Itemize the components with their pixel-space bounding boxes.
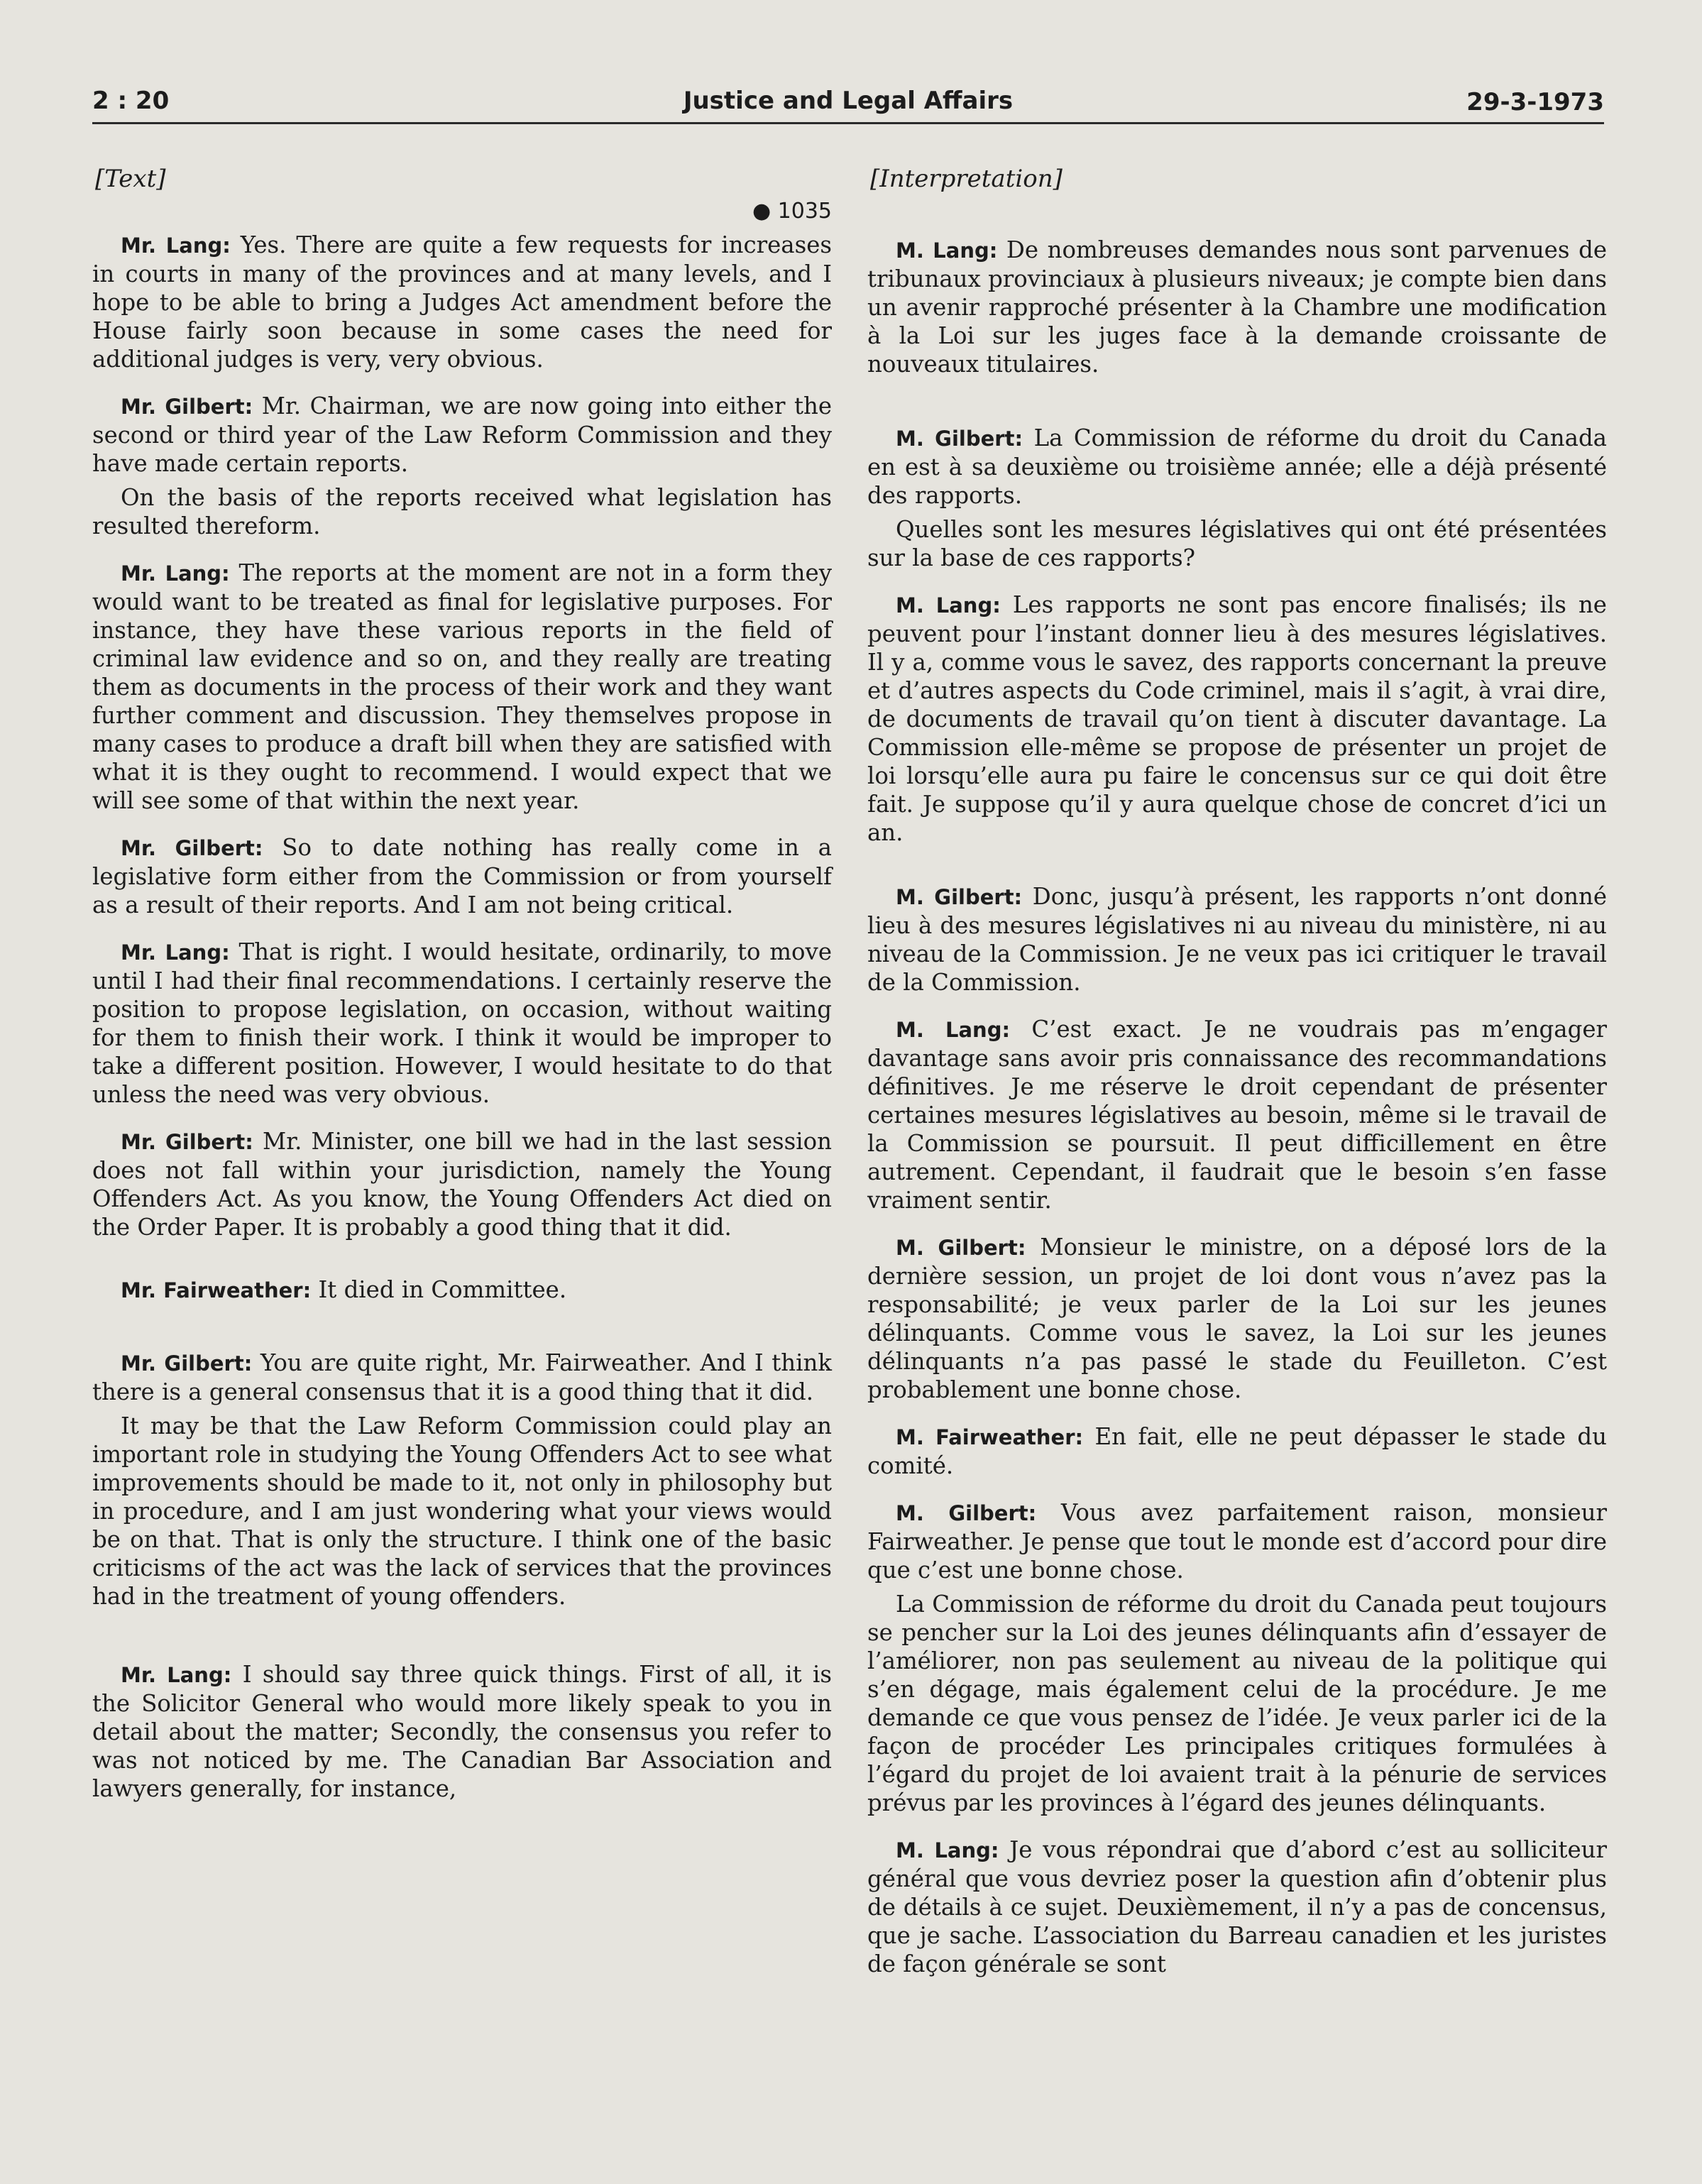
speech-text: En fait, elle ne peut dépasser le stade du comité.	[867, 1423, 1607, 1479]
paragraph	[92, 231, 832, 373]
speaker-name: M. Lang:	[896, 593, 1001, 618]
paragraph	[92, 559, 832, 815]
speech-text: Donc, jusqu’à présent, les rapports n’ont donné lieu à des mesures législatives ni au niveau du ministère, ni au niveau de la Commission. Je ne veux pas ici critiquer le travail de la Commission.	[867, 883, 1607, 996]
paragraph	[92, 1349, 832, 1406]
paragraph	[92, 1127, 832, 1241]
speaker-name: M. Lang:	[896, 238, 998, 263]
paragraph	[867, 1590, 1607, 1817]
speech-text: Monsieur le ministre, on a déposé lors de la dernière session, un projet de loi dont vous n’avez pas la responsabilité; je veux parler de la Loi sur les jeunes délinquants. Comme vous le savez, la Loi sur les jeunes délinquants n’a pas passé le stade du Feuilleton. C’est probablement une bonne chose.	[867, 1234, 1607, 1403]
speaker-name: M. Gilbert:	[896, 885, 1023, 909]
speech-text: It may be that the Law Reform Commission could play an important role in studying the Young Offenders Act to see what improvements should be made to it, not only in philosophy but in procedure, and I am just wondering what your views would be on that. That is only the structure. I think one of the basic criticisms of the act was the lack of services that the provinces had in the treatment of young offenders.	[92, 1412, 832, 1610]
paragraph	[867, 515, 1607, 572]
paragraph	[92, 1660, 832, 1803]
speaker-name: Mr. Lang:	[121, 561, 230, 586]
english-column	[92, 165, 832, 1821]
speaker-name: M. Fairweather:	[896, 1425, 1084, 1449]
paragraph	[92, 483, 832, 540]
paragraph	[867, 424, 1607, 510]
speech-text: Les rapports ne sont pas encore finalisés; ils ne peuvent pour l’instant donner lieu à des mesures législatives. Il y a, comme vous le savez, des rapports concernant la preuve et d’autres aspects du Code criminel, mais il s’agit, à vrai dire, de documents de travail qu’on tient à discuter davantage. La Commission elle-même se propose de présenter un projet de loi lorsqu’elle aura pu faire le concensus sur ce qui doit être fait. Je suppose qu’il y aura quelque chose de concret d’ici un an.	[867, 591, 1607, 846]
speaker-name: Mr. Lang:	[121, 1663, 232, 1687]
speech-text: So to date nothing has really come in a legislative form either from the Commission or from yourself as a result of their reports. And I am not being critical.	[92, 834, 832, 918]
speaker-name: M. Gilbert:	[896, 1236, 1026, 1260]
speech-text: The reports at the moment are not in a form they would want to be treated as final for legislative purposes. For instance, they have these various reports in the field of criminal law evidence and so on, and they really are treating them as documents in the process of their work and they want further comment and discussion. They themselves propose in many cases to produce a draft bill when they are satisfied with what it is they ought to recommend. I would expect that we will see some of that within the next year.	[92, 559, 832, 814]
paragraph	[867, 1422, 1607, 1480]
speaker-name: Mr. Lang:	[121, 940, 230, 965]
speech-text: Mr. Chairman, we are now going into either the second or third year of the Law Reform Commission and they have made certain reports.	[92, 393, 832, 477]
french-column	[867, 165, 1607, 1997]
paragraph	[92, 392, 832, 478]
paragraph	[92, 1275, 832, 1305]
paragraph	[867, 1015, 1607, 1214]
speaker-name: Mr. Gilbert:	[121, 1130, 253, 1154]
header-title: Justice and Legal Affairs	[683, 87, 1014, 115]
running-header	[92, 79, 1604, 124]
paragraph	[867, 591, 1607, 847]
speech-text: Je vous répondrai que d’abord c’est au solliciteur général que vous devriez poser la question afin d’obtenir plus de détails à ce sujet. Deuxièmement, il n’y a pas de concensus, que je sache. L’association du Barreau canadien et les juristes de façon générale se sont	[867, 1836, 1607, 1977]
speech-text: I should say three quick things. First of all, it is the Solicitor General who would more likely speak to you in detail about the matter; Secondly, the consensus you refer to was not noticed by me. The Canadian Bar Association and lawyers generally, for instance,	[92, 1661, 832, 1802]
speaker-name: Mr. Gilbert:	[121, 1351, 253, 1376]
speaker-name: M. Gilbert:	[896, 1501, 1037, 1525]
speech-text: La Commission de réforme du droit du Canada peut toujours se pencher sur la Loi des jeunes délinquants afin d’essayer de l’améliorer, non pas seulement au niveau de la politique qui s’en dégage, mais également celui de la procédure. Je me demande ce que vous pensez de l’idée. Je veux parler ici de la façon de procéder Les principales critiques formulées à l’égard du projet de loi avaient trait à la pénurie de services prévus par les provinces à l’égard des jeunes délinquants.	[867, 1591, 1607, 1816]
speech-text: You are quite right, Mr. Fairweather. And I think there is a general consensus that it is a good thing that it did.	[92, 1349, 832, 1405]
time-marker: ● 1035	[752, 199, 832, 224]
paragraph	[92, 938, 832, 1109]
speech-text: Vous avez parfaitement raison, monsieur Fairweather. Je pense que tout le monde est d’accord pour dire que c’est une bonne chose.	[867, 1499, 1607, 1584]
speaker-name: Mr. Fairweather:	[121, 1278, 312, 1302]
section-label-text: [Text]	[95, 165, 166, 193]
speaker-name: Mr. Gilbert:	[121, 836, 263, 860]
speaker-name: Mr. Lang:	[121, 234, 231, 258]
paragraph	[867, 1498, 1607, 1584]
paragraph	[867, 1233, 1607, 1404]
paragraph	[867, 1835, 1607, 1978]
speaker-name: M. Gilbert:	[896, 427, 1023, 451]
speech-text: Yes. There are quite a few requests for increases in courts in many of the provinces and at many levels, and I hope to be able to bring a Judges Act amendment before the House fairly soon because in some cases the need for additional judges is very, very obvious.	[92, 231, 832, 373]
speech-text: Quelles sont les mesures législatives qui ont été présentées sur la base de ces rapports?	[867, 516, 1607, 571]
speech-text: La Commission de réforme du droit du Canada en est à sa deuxième ou troisième année; elle a déjà présenté des rapports.	[867, 424, 1607, 509]
paragraph	[92, 1412, 832, 1610]
speech-text: Mr. Minister, one bill we had in the last session does not fall within your jurisdiction, namely the Young Offenders Act. As you know, the Young Offenders Act died on the Order Paper. It is probably a good thing that it did.	[92, 1128, 832, 1241]
speech-text: That is right. I would hesitate, ordinarily, to move until I had their final recommendations. I certainly reserve the position to propose legislation, on occasion, without waiting for them to finish their work. I think it would be improper to take a different position. However, I would hesitate to do that unless the need was very obvious.	[92, 938, 832, 1108]
speech-text: It died in Committee.	[311, 1276, 567, 1303]
speaker-name: Mr. Gilbert:	[121, 395, 253, 419]
speech-text: On the basis of the reports received what legislation has resulted thereform.	[92, 484, 832, 539]
paragraph	[92, 833, 832, 919]
paragraph	[867, 236, 1607, 378]
header-date: 29-3-1973	[1466, 88, 1604, 116]
speaker-name: M. Lang:	[896, 1838, 999, 1862]
page-number: 2 : 20	[92, 87, 170, 115]
speech-text: C’est exact. Je ne voudrais pas m’engager davantage sans avoir pris connaissance des recommandations définitives. Je me réserve le droit cependant de présenter certaines mesures législatives au besoin, même si le travail de la Commission se poursuit. Il peut difficillement en être autrement. Cependant, il faudrait que le besoin s’en fasse vraiment sentir.	[867, 1016, 1607, 1214]
section-label-interpretation: [Interpretation]	[870, 165, 1063, 193]
speech-text: De nombreuses demandes nous sont parvenues de tribunaux provinciaux à plusieurs niveaux; je compte bien dans un avenir rapproché présenter à la Chambre une modification à la Loi sur les juges face à la demande croissante de nouveaux titulaires.	[867, 236, 1607, 378]
paragraph	[867, 882, 1607, 997]
speaker-name: M. Lang:	[896, 1018, 1011, 1042]
